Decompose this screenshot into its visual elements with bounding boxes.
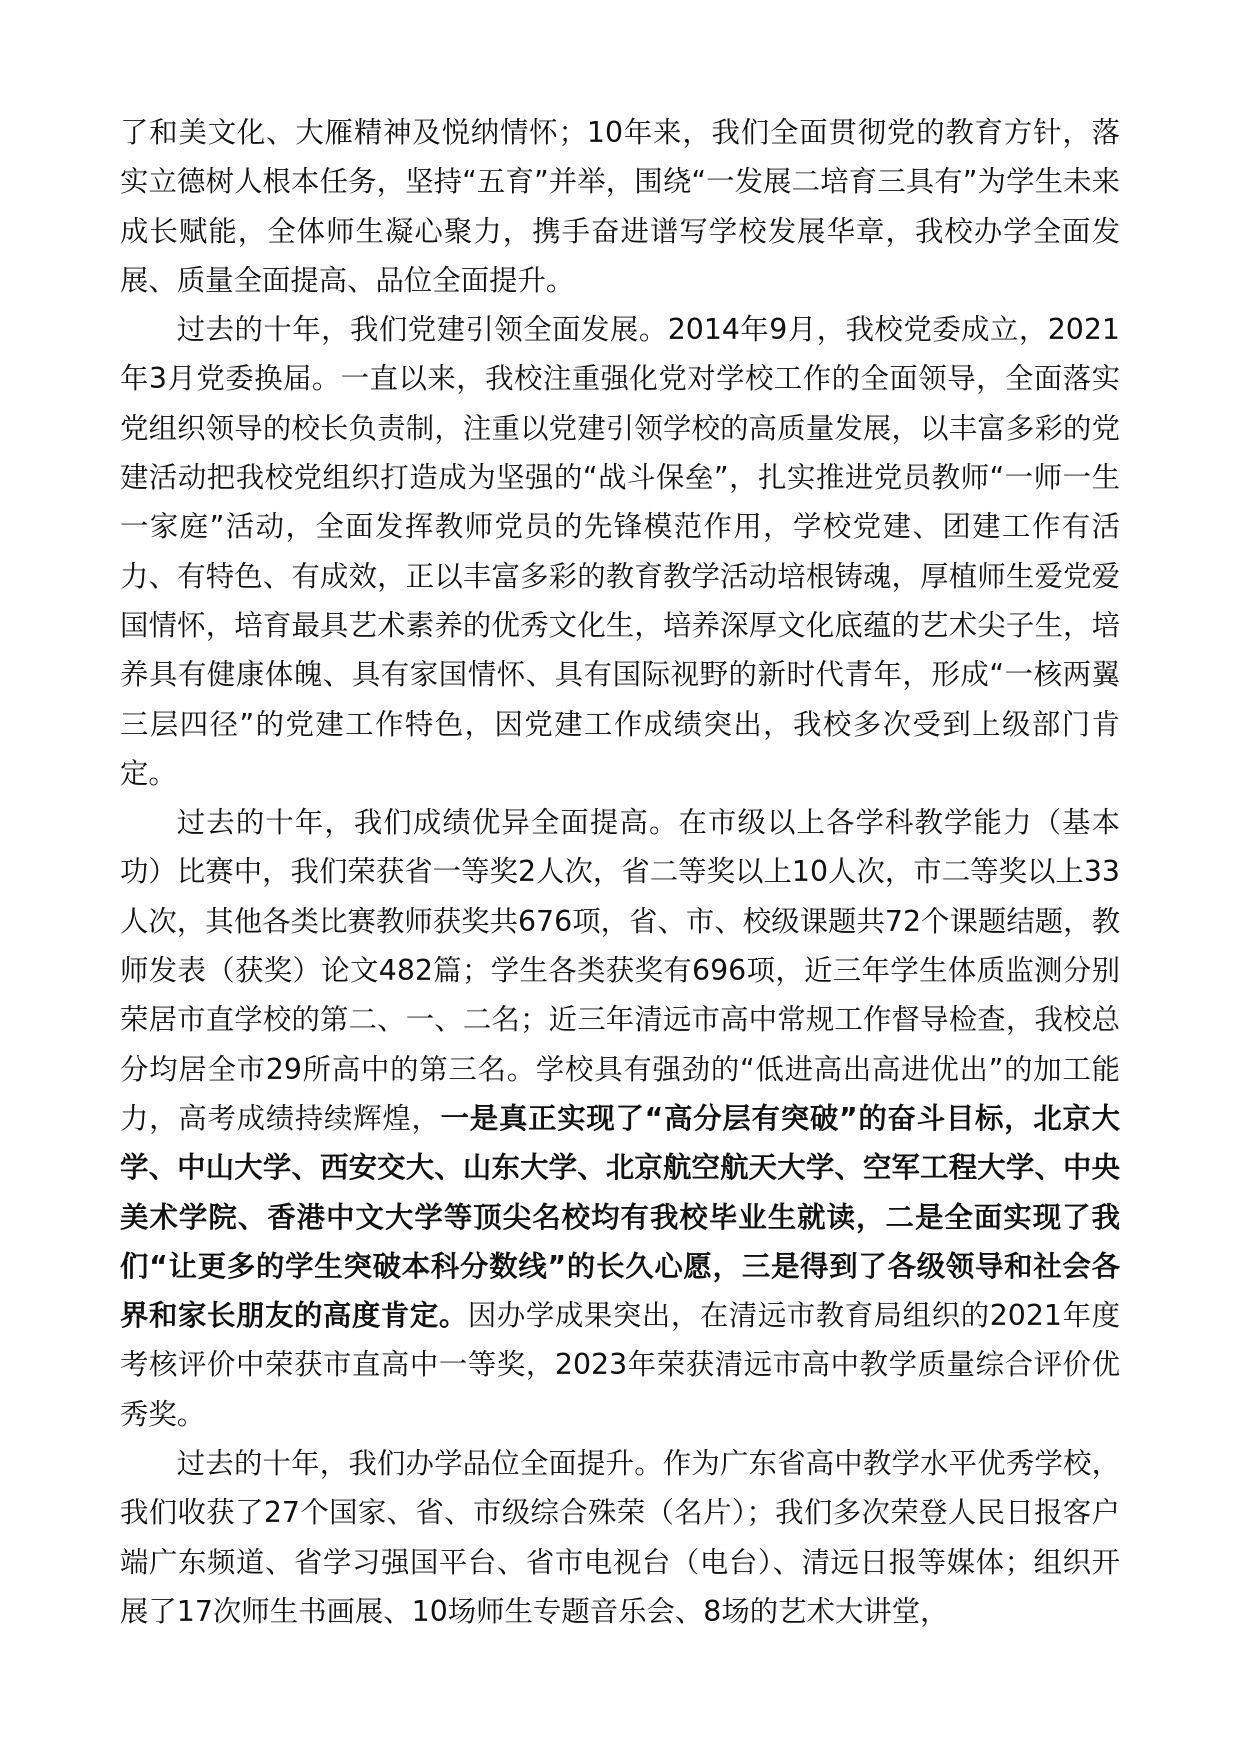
- paragraph-1: [120, 108, 1120, 305]
- paragraph-4-text: 过去的十年，我们办学品位全面提升。作为广东省高中教学水平优秀学校，我们收获了27个国家、省、市级综合殊荣（名片）；我们多次荣登人民日报客户端广东频道、省学习强国平台、省市电视台（电台）、清远日报等媒体；组织开展了17次师生书画展、10场师生专题音乐会、8场的艺术大讲堂，: [120, 1447, 1120, 1628]
- paragraph-3-bold-highlight: 一是真正实现了“高分层有突破”的奋斗目标，北京大学、中山大学、西安交大、山东大学、北京航空航天大学、空军工程大学、中央美术学院、香港中文大学等顶尖名校均有我校毕业生就读，二是全面实现了我们“让更多的学生突破本科分数线”的长久心愿，三是得到了各级领导和社会各界和家长朋友的高度肯定。: [120, 1101, 1120, 1333]
- paragraph-4-school-quality: [120, 1439, 1120, 1636]
- paragraph-3-achievements: [120, 798, 1120, 1439]
- paragraph-1-text: 了和美文化、大雁精神及悦纳情怀；10年来，我们全面贯彻党的教育方针，落实立德树人根本任务，坚持“五育”并举，围绕“一发展二培育三具有”为学生未来成长赋能，全体师生凝心聚力，携手奋进谱写学校发展华章，我校办学全面发展、质量全面提高、品位全面提升。: [120, 116, 1120, 297]
- paragraph-2-party-building: [120, 305, 1120, 798]
- paragraph-2-text: 过去的十年，我们党建引领全面发展。2014年9月，我校党委成立，2021年3月党委换届。一直以来，我校注重强化党对学校工作的全面领导，全面落实党组织领导的校长负责制，注重以党建引领学校的高质量发展，以丰富多彩的党建活动把我校党组织打造成为坚强的“战斗保垒”，扎实推进党员教师“一师一生一家庭”活动，全面发挥教师党员的先锋模范作用，学校党建、团建工作有活力、有特色、有成效，正以丰富多彩的教育教学活动培根铸魂，厚植师生爱党爱国情怀，培育最具艺术素养的优秀文化生，培养深厚文化底蕴的艺术尖子生，培养具有健康体魄、具有家国情怀、具有国际视野的新时代青年，形成“一核两翼三层四径”的党建工作特色，因党建工作成绩突出，我校多次受到上级部门肯定。: [120, 313, 1120, 790]
- document-body: [120, 108, 1120, 1636]
- paragraph-3-text-b: 因办学成果突出，在清远市教育局组织的2021年度考核评价中荣获市直高中一等奖，2023年荣获清远市高中教学质量综合评价优秀奖。: [120, 1299, 1120, 1431]
- paragraph-3-text-a: 过去的十年，我们成绩优异全面提高。在市级以上各学科教学能力（基本功）比赛中，我们荣获省一等奖2人次，省二等奖以上10人次，市二等奖以上33人次，其他各类比赛教师获奖共676项，省、市、校级课题共72个课题结题，教师发表（获奖）论文482篇；学生各类获奖有696项，近三年学生体质监测分别荣居市直学校的第二、一、二名；近三年清远市高中常规工作督导检查，我校总分均居全市29所高中的第三名。学校具有强劲的“低进高出高进优出”的加工能力，高考成绩持续辉煌，: [120, 806, 1120, 1135]
